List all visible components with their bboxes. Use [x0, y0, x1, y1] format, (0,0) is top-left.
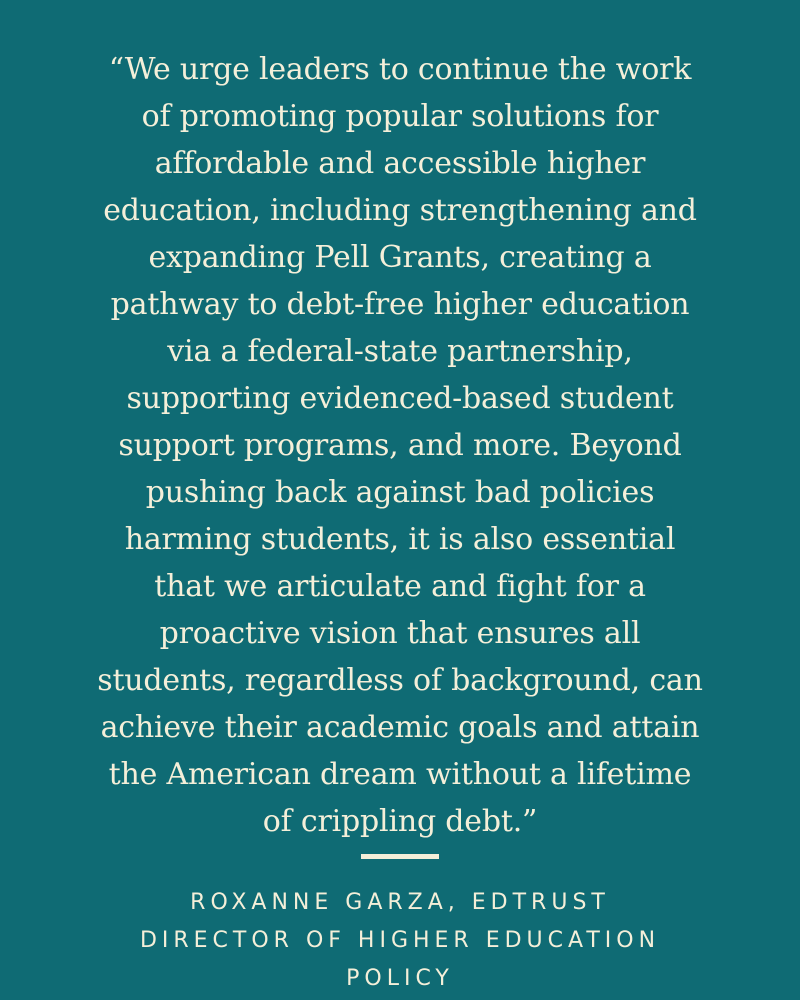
attribution-line: ROXANNE GARZA, EDTRUST [190, 890, 610, 915]
quote-line: “We urge leaders to continue the work [108, 52, 692, 87]
attribution [60, 884, 740, 998]
quote-line: education, including strengthening and [103, 193, 697, 228]
quote-line: proactive vision that ensures all [159, 616, 641, 651]
quote-text [70, 46, 730, 845]
quote-line: of crippling debt.” [262, 804, 538, 839]
quote-line: affordable and accessible higher [154, 146, 646, 181]
quote-line: expanding Pell Grants, creating a [148, 240, 652, 275]
quote-line: students, regardless of background, can [97, 663, 703, 698]
quote-line: of promoting popular solutions for [141, 99, 659, 134]
quote-line: pathway to debt-free higher education [110, 287, 690, 322]
quote-line: pushing back against bad policies [145, 475, 655, 510]
quote-line: harming students, it is also essential [124, 522, 676, 557]
quote-line: supporting evidenced-based student [126, 381, 674, 416]
divider [361, 854, 439, 859]
quote-line: via a federal-state partnership, [167, 334, 633, 369]
quote-line: achieve their academic goals and attain [100, 710, 700, 745]
attribution-line: DIRECTOR OF HIGHER EDUCATION [139, 928, 661, 953]
quote-line: support programs, and more. Beyond [118, 428, 682, 463]
attribution-line: POLICY [346, 966, 454, 991]
quote-line: the American dream without a lifetime [108, 757, 692, 792]
quote-line: that we articulate and fight for a [154, 569, 646, 604]
